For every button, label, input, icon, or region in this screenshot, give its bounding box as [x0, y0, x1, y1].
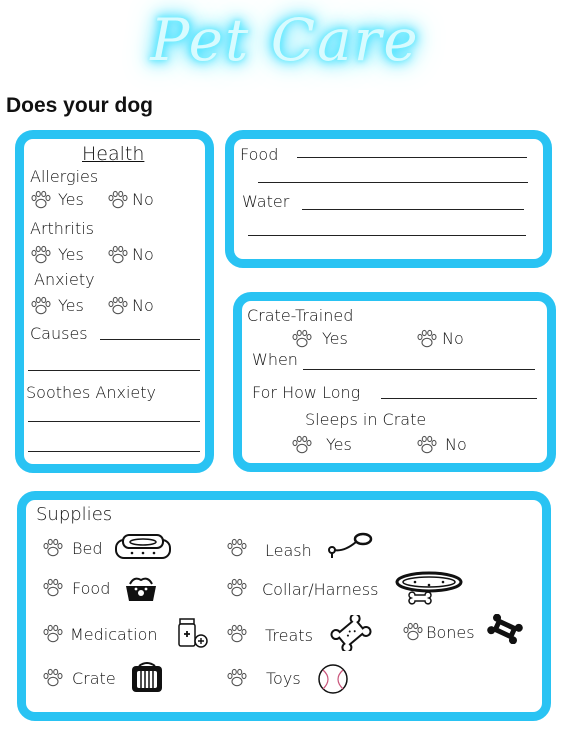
page-subtitle: Does your dog — [6, 94, 154, 117]
supplies-heading: Supplies — [36, 504, 113, 525]
paw-print-icon[interactable] — [42, 538, 64, 558]
crate-yes[interactable]: Yes — [322, 329, 348, 348]
crate-trained-label: Crate-Trained — [247, 306, 354, 325]
anxiety-label: Anxiety — [34, 270, 95, 289]
water-line[interactable] — [302, 209, 524, 210]
bed-label: Bed — [72, 539, 103, 558]
paw-print-icon[interactable] — [42, 578, 64, 598]
ball-toy-icon — [316, 662, 350, 696]
medication-icon — [177, 617, 209, 649]
paw-print-icon[interactable] — [107, 190, 129, 210]
paw-print-icon[interactable] — [416, 435, 438, 455]
paw-print-icon[interactable] — [226, 668, 248, 688]
paw-print-icon[interactable] — [30, 296, 52, 316]
allergies-yes[interactable]: Yes — [58, 190, 84, 209]
soothes-label: Soothes Anxiety — [26, 383, 156, 402]
paw-print-icon[interactable] — [42, 624, 64, 644]
paw-print-icon[interactable] — [107, 245, 129, 265]
how-long-label: For How Long — [252, 383, 361, 402]
paw-print-icon[interactable] — [402, 622, 424, 642]
paw-print-icon[interactable] — [30, 190, 52, 210]
treats-label: Treats — [265, 626, 313, 645]
arthritis-label: Arthritis — [30, 219, 95, 238]
dog-bed-icon — [114, 532, 172, 562]
when-line[interactable] — [303, 369, 535, 370]
paw-print-icon[interactable] — [226, 578, 248, 598]
food-bowl-icon — [124, 574, 158, 604]
medication-label: Medication — [70, 625, 158, 644]
arthritis-yes[interactable]: Yes — [58, 245, 84, 264]
water-label: Water — [242, 192, 290, 211]
paw-print-icon[interactable] — [226, 624, 248, 644]
soothes-line-1[interactable] — [28, 421, 200, 422]
food-line-2[interactable] — [258, 182, 528, 183]
food-line[interactable] — [297, 157, 527, 158]
crate-no[interactable]: No — [442, 329, 464, 348]
leash-label: Leash — [265, 541, 312, 560]
paw-print-icon[interactable] — [226, 538, 248, 558]
paw-print-icon[interactable] — [291, 329, 313, 349]
when-label: When — [252, 350, 298, 369]
collar-label: Collar/Harness — [262, 580, 379, 599]
how-long-line[interactable] — [381, 398, 537, 399]
paw-print-icon[interactable] — [416, 329, 438, 349]
sleeps-label: Sleeps in Crate — [305, 410, 427, 429]
arthritis-no[interactable]: No — [132, 245, 154, 264]
causes-line-2[interactable] — [28, 370, 200, 371]
pet-crate-icon — [129, 660, 165, 696]
crate-supply-label: Crate — [72, 669, 116, 688]
page-title: Pet Care — [150, 6, 420, 74]
allergies-label: Allergies — [30, 167, 99, 186]
bone-icon — [486, 614, 524, 644]
sleeps-no[interactable]: No — [445, 435, 467, 454]
dog-treat-bone-icon — [330, 615, 372, 651]
anxiety-yes[interactable]: Yes — [58, 296, 84, 315]
leash-icon — [326, 530, 376, 562]
causes-label: Causes — [30, 324, 88, 343]
anxiety-no[interactable]: No — [132, 296, 154, 315]
health-heading: Health — [82, 143, 145, 165]
sleeps-yes[interactable]: Yes — [326, 435, 352, 454]
food-supply-label: Food — [72, 579, 111, 598]
collar-icon — [395, 568, 465, 612]
paw-print-icon[interactable] — [42, 668, 64, 688]
allergies-no[interactable]: No — [132, 190, 154, 209]
causes-line[interactable] — [100, 339, 200, 340]
toys-label: Toys — [266, 669, 301, 688]
soothes-line-2[interactable] — [28, 451, 200, 452]
paw-print-icon[interactable] — [30, 245, 52, 265]
paw-print-icon[interactable] — [107, 296, 129, 316]
paw-print-icon[interactable] — [291, 435, 313, 455]
food-label: Food — [240, 145, 279, 164]
water-line-2[interactable] — [248, 235, 526, 236]
bones-label: Bones — [426, 623, 475, 642]
